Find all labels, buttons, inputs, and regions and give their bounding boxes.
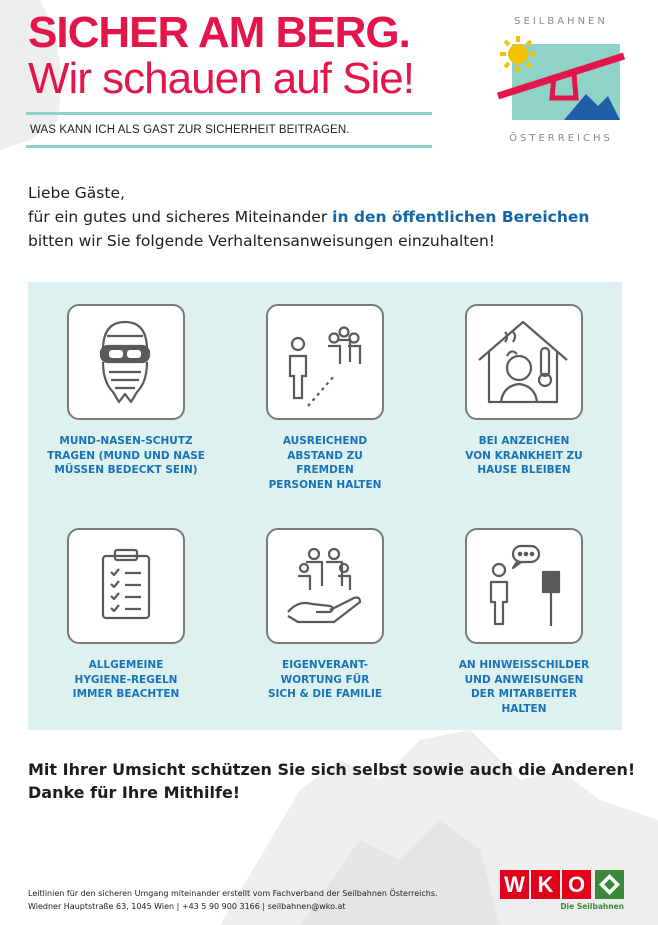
distance-icon (266, 304, 384, 420)
signs-and-staff-icon (465, 528, 583, 644)
rule-caption: ALLGEMEINE HYGIENE-REGELN IMMER BEACHTEN (72, 659, 180, 700)
divider (26, 112, 432, 115)
tagline: WAS KANN ICH ALS GAST ZUR SICHERHEIT BEITRAGEN. (30, 124, 350, 136)
rule-caption: MUND-NASEN-SCHUTZ TRAGEN (MUND UND NASE MÜSSEN BEDECKT SEIN) (47, 435, 205, 476)
seilbahnen-logo (488, 12, 634, 148)
footer-line-2: Wiedner Hauptstraße 63, 1045 Wien | +43 5 90 900 3166 | seilbahnen@wko.at (28, 902, 346, 911)
greeting: Liebe Gäste, (28, 184, 125, 202)
wko-logo (500, 870, 626, 915)
page-subtitle: Wir schauen auf Sie! (28, 54, 414, 103)
rule-caption: EIGENVERANT- WORTUNG FÜR SICH & DIE FAMILIE (267, 659, 383, 700)
wko-badge-icon (595, 870, 624, 899)
intro-text (28, 181, 589, 253)
intro-line-2: für ein gutes und sicheres Miteinander in den öffentlichen Bereichen (28, 208, 590, 226)
wko-letter: W (500, 870, 529, 899)
page-title: SICHER AM BERG. (28, 8, 410, 57)
logo-bottom-text: ÖSTERREICHS (509, 133, 613, 144)
intro-line-3: bitten wir Sie folgende Verhaltensanweisungen einzuhalten! (28, 232, 495, 250)
wko-subtitle: Die Seilbahnen (560, 902, 624, 911)
logo-graphic-icon (494, 34, 628, 130)
closing-text (28, 758, 635, 804)
responsibility-hand-icon (266, 528, 384, 644)
rules-panel (28, 282, 622, 730)
divider (26, 145, 432, 148)
face-mask-skier-icon (67, 304, 185, 420)
wko-letter: O (562, 870, 591, 899)
checklist-icon (67, 528, 185, 644)
closing-line-2: Danke für Ihre Mithilfe! (28, 783, 241, 802)
closing-line-1: Mit Ihrer Umsicht schützen Sie sich selbst sowie auch die Anderen! (28, 760, 636, 779)
sun-icon (500, 36, 536, 72)
footer-line-1: Leitlinien für den sicheren Umgang miteinander erstellt vom Fachverband der Seilbahnen Österreichs. (28, 889, 438, 898)
footer (28, 887, 438, 913)
rule-caption: AUSREICHEND ABSTAND ZU FREMDEN PERSONEN HALTEN (268, 435, 382, 491)
logo-top-text: SEILBAHNEN (514, 16, 608, 27)
rule-caption: BEI ANZEICHEN VON KRANKHEIT ZU HAUSE BLEIBEN (465, 435, 583, 476)
intro-highlight: in den öffentlichen Bereichen (332, 208, 590, 226)
wko-letter: K (531, 870, 560, 899)
sick-at-home-icon (465, 304, 583, 420)
rule-caption: AN HINWEISSCHILDER UND ANWEISUNGEN DER MITARBEITER HALTEN (458, 659, 590, 715)
